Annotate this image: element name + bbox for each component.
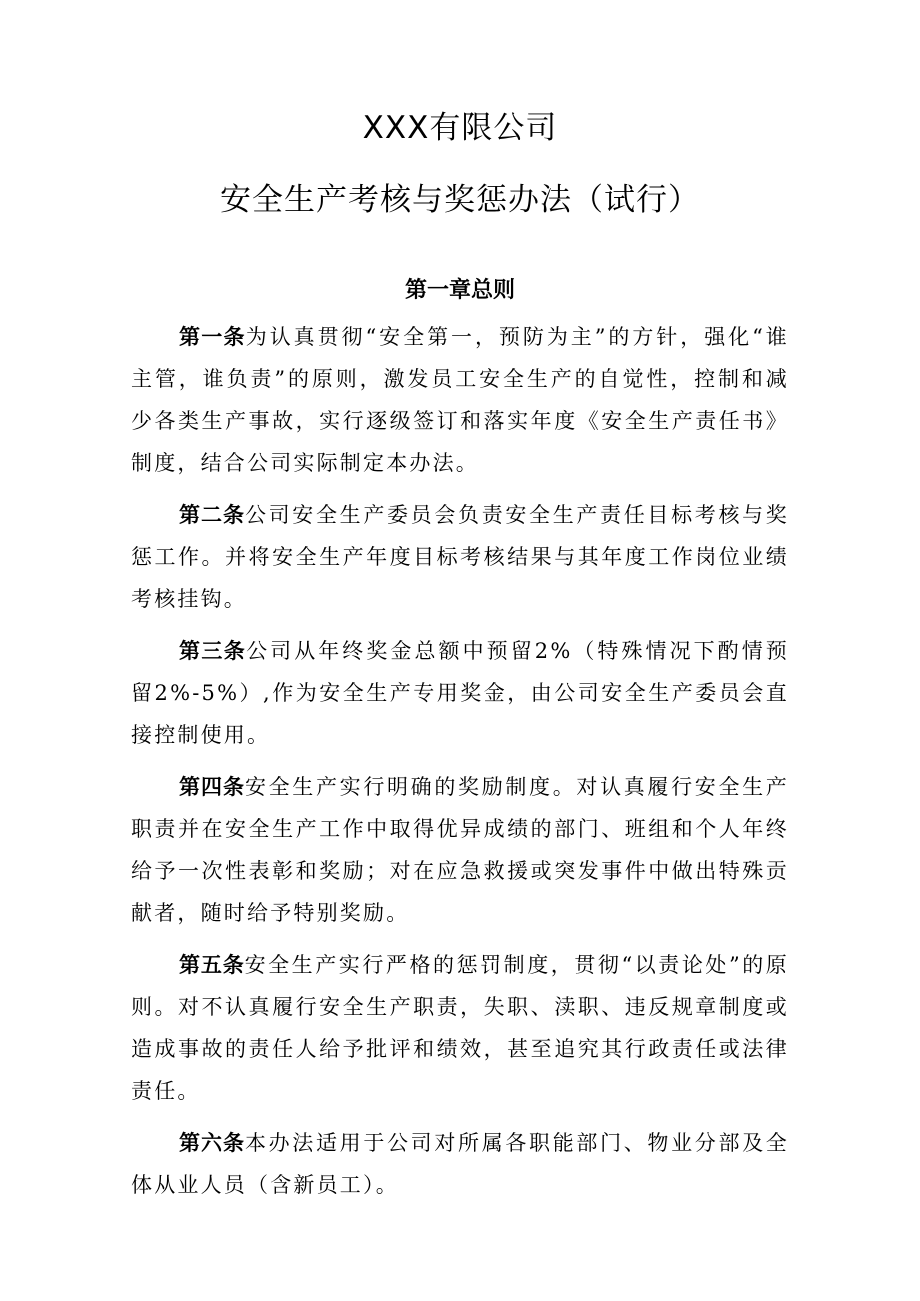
article-1 [131,316,789,484]
article-label: 第一条 [179,325,246,349]
article-2 [131,494,789,620]
article-3 [131,630,789,756]
company-title: XXX有限公司 [362,110,558,146]
article-label: 第五条 [179,953,245,977]
article-text: 公司从年终奖金总额中预留2%（特殊情况下酌情预留2%-5%）,作为安全生产专用奖金，由公司安全生产委员会直接控制使用。 [131,639,789,747]
article-6 [131,1122,789,1206]
article-label: 第二条 [179,503,245,527]
article-text: 安全生产实行明确的奖励制度。对认真履行安全生产职责并在安全生产工作中取得优异成绩的部门、班组和个人年终给予一次性表彰和奖励；对在应急救援或突发事件中做出特殊贡献者，随时给予特别奖励。 [131,775,789,925]
document-body [131,316,789,1216]
article-4 [131,766,789,934]
article-text: 安全生产实行严格的惩罚制度，贯彻“以责论处”的原则。对不认真履行安全生产职责，失职、渎职、违反规章制度或造成事故的责任人给予批评和绩效，甚至追究其行政责任或法律责任。 [131,953,790,1103]
chapter-heading: 第一章总则 [404,278,515,303]
article-label: 第三条 [179,639,247,663]
article-text: 为认真贯彻“安全第一，预防为主”的方针，强化“谁主管，谁负责”的原则，激发员工安全生产的自觉性，控制和减少各类生产事故，实行逐级签订和落实年度《安全生产责任书》制度，结合公司实际制定本办法。 [131,325,789,475]
document-title: 安全生产考核与奖惩办法（试行） [220,182,700,218]
article-text: 本办法适用于公司对所属各职能部门、物业分部及全体从业人员（含新员工）。 [131,1131,789,1197]
article-text: 公司安全生产委员会负责安全生产责任目标考核与奖惩工作。并将安全生产年度目标考核结果与其年度工作岗位业绩考核挂钩。 [131,503,789,611]
article-label: 第四条 [179,775,245,799]
article-label: 第六条 [179,1131,245,1155]
article-5 [131,944,789,1112]
